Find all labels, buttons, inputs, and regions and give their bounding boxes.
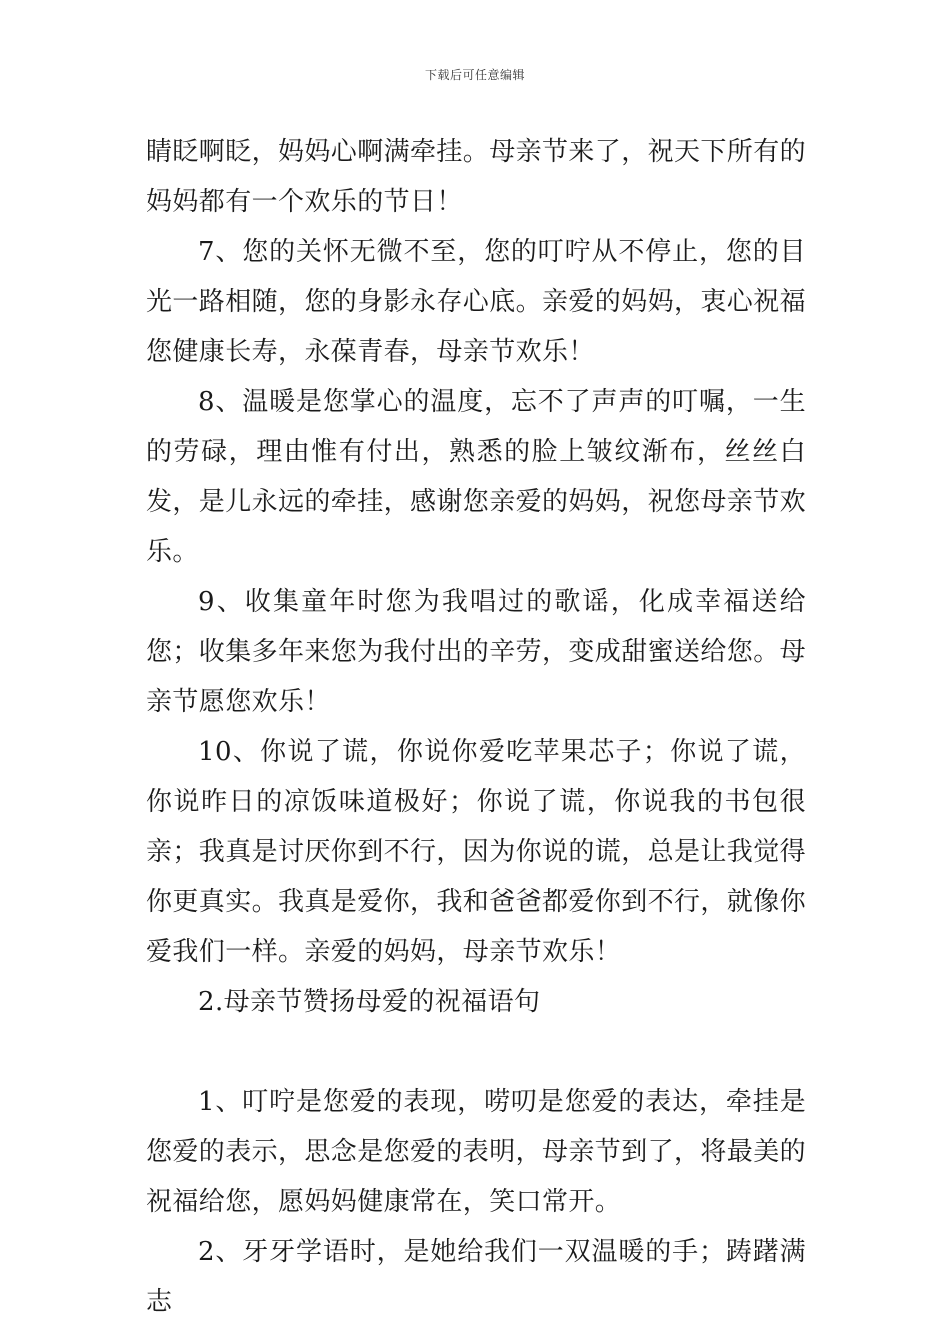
paragraph-item-7: 7、您的关怀无微不至，您的叮咛从不停止，您的目光一路相随，您的身影永存心底。亲爱的妈妈，衷心祝福您健康长寿，永葆青春，母亲节欢乐！ <box>146 237 807 367</box>
document-body <box>146 127 806 1327</box>
paragraph-item-10: 10、你说了谎，你说你爱吃苹果芯子；你说了谎，你说昨日的凉饭味道极好；你说了谎，你说我的书包很亲；我真是讨厌你到不行，因为你说的谎，总是让我觉得你更真实。我真是爱你，我和爸爸都爱你到不行，就像你爱我们一样。亲爱的妈妈，母亲节欢乐！ <box>146 737 807 967</box>
page-header-note: 下载后可任意编辑 <box>424 68 525 82</box>
paragraph-section-item-2: 2、牙牙学语时，是她给我们一双温暖的手；踌躇满志 <box>146 1237 806 1317</box>
paragraph-item-9: 9、收集童年时您为我唱过的歌谣，化成幸福送给您；收集多年来您为我付出的辛劳，变成甜蜜送给您。母亲节愿您欢乐！ <box>146 587 807 717</box>
section-gap <box>146 1027 806 1077</box>
paragraph-continued: 睛眨啊眨，妈妈心啊满牵挂。母亲节来了，祝天下所有的妈妈都有一个欢乐的节日！ <box>146 137 807 217</box>
section-heading: 2.母亲节赞扬母爱的祝福语句 <box>198 987 541 1017</box>
paragraph-section-item-1: 1、叮咛是您爱的表现，唠叨是您爱的表达，牵挂是您爱的表示，思念是您爱的表明，母亲节到了，将最美的祝福给您，愿妈妈健康常在，笑口常开。 <box>146 1087 807 1217</box>
paragraph-item-8: 8、温暖是您掌心的温度，忘不了声声的叮嘱，一生的劳碌，理由惟有付出，熟悉的脸上皱纹渐布，丝丝白发，是儿永远的牵挂，感谢您亲爱的妈妈，祝您母亲节欢乐。 <box>146 387 807 567</box>
